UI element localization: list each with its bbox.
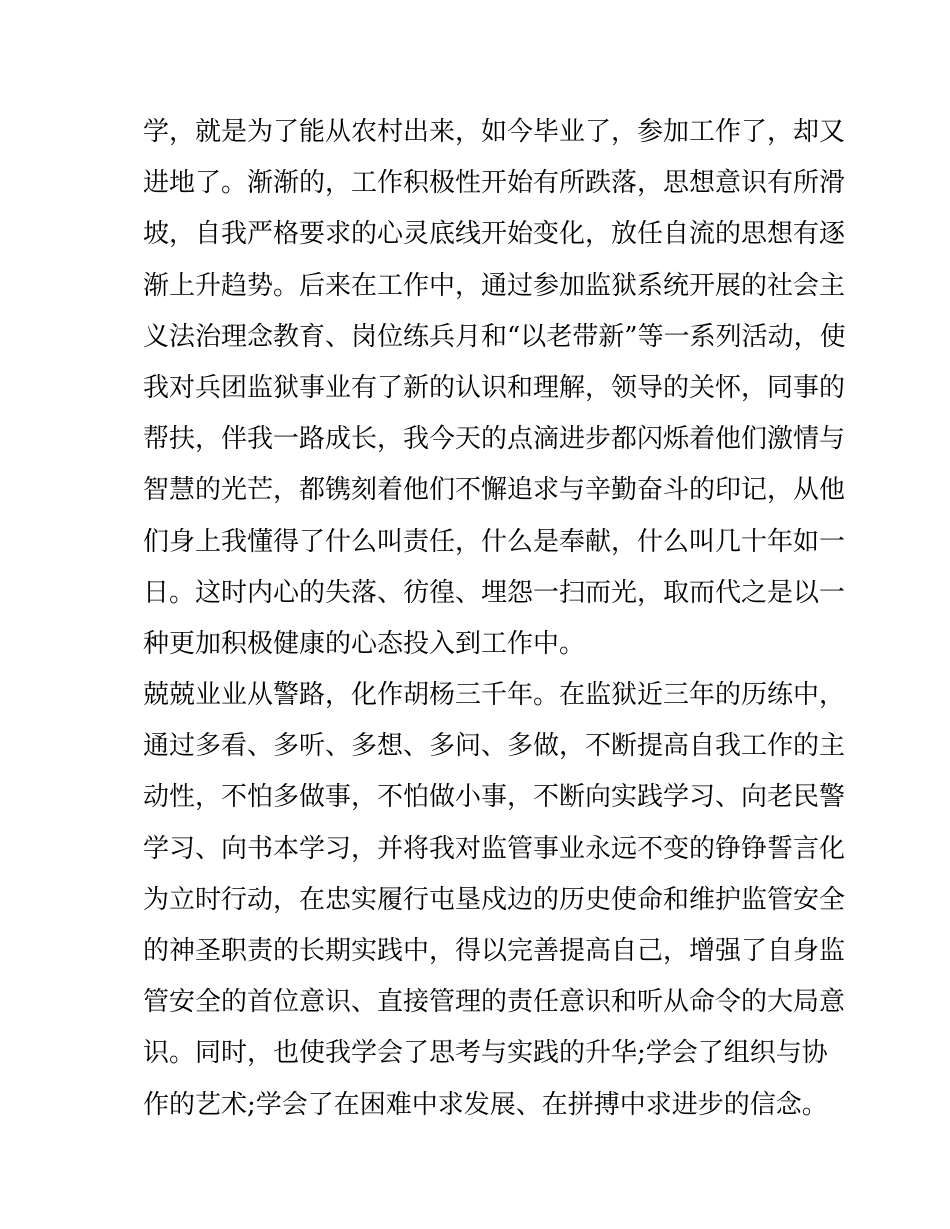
text-line: 日。这时内心的失落、彷徨、埋怨一扫而光，取而代之是以一	[143, 577, 846, 608]
text-line: 作的艺术;学会了在困难中求发展、在拼搏中求进步的信念。	[143, 1089, 828, 1120]
text-line: 种更加积极健康的心态投入到工作中。	[143, 628, 586, 659]
text-line: 动性，不怕多做事，不怕做小事，不断向实践学习、向老民警	[143, 782, 846, 813]
text-line: 的神圣职责的长期实践中，得以完善提高自己，增强了自身监	[143, 936, 846, 966]
text-line: 进地了。渐渐的，工作积极性开始有所跌落，思想意识有所滑	[143, 168, 846, 199]
text-line: 通过多看、多听、多想、多问、多做，不断提高自我工作的主	[143, 731, 846, 762]
text-line: 坡，自我严格要求的心灵底线开始变化，放任自流的思想有逐	[143, 219, 846, 250]
text-line: 们身上我懂得了什么叫责任，什么是奉献，什么叫几十年如一	[143, 526, 846, 557]
text-line: 兢兢业业从警路，化作胡杨三千年。在监狱近三年的历练中，	[143, 680, 846, 711]
text-line: 智慧的光芒，都镌刻着他们不懈追求与辛勤奋斗的印记，从他	[143, 475, 846, 506]
text-line: 义法治理念教育、岗位练兵月和“以老带新”等一系列活动，使	[143, 321, 846, 352]
text-line: 学，就是为了能从农村出来，如今毕业了，参加工作了，却又	[143, 117, 846, 147]
text-line: 帮扶，伴我一路成长，我今天的点滴进步都闪烁着他们激情与	[143, 424, 846, 455]
body-text	[143, 107, 846, 1131]
text-line: 学习、向书本学习，并将我对监管事业永远不变的铮铮誓言化	[143, 833, 846, 864]
text-line: 我对兵团监狱事业有了新的认识和理解，领导的关怀，同事的	[143, 372, 846, 403]
text-line: 识。同时，也使我学会了思考与实践的升华;学会了组织与协	[143, 1038, 828, 1069]
text-line: 管安全的首位意识、直接管理的责任意识和听从命令的大局意	[143, 987, 846, 1018]
text-line: 为立时行动，在忠实履行屯垦戍边的历史使命和维护监管安全	[143, 884, 846, 915]
text-line: 渐上升趋势。后来在工作中，通过参加监狱系统开展的社会主	[143, 270, 846, 301]
